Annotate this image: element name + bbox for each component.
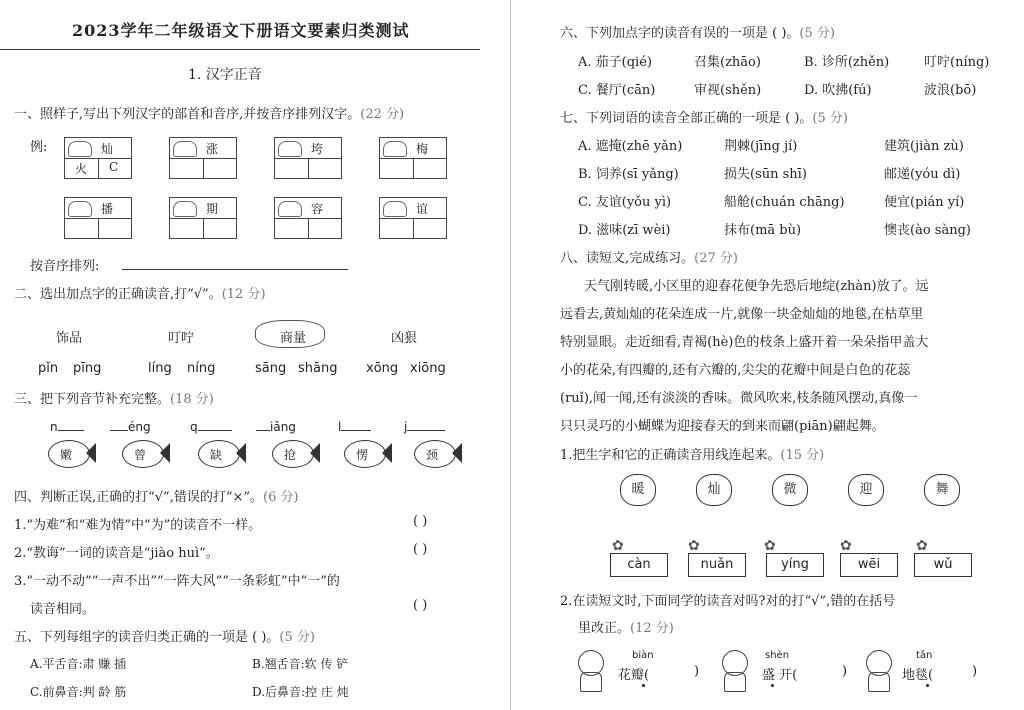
cat-icon (278, 141, 302, 157)
q2-option[interactable]: pīng (73, 361, 102, 376)
q2-word: 商量 (280, 331, 307, 346)
kid-word: 盛 开( (762, 668, 798, 683)
q8-text: 八、读短文,完成练习。(27 分) (560, 251, 738, 266)
q5-option[interactable]: C.前鼻音:判 龄 筋 (30, 685, 127, 699)
kid-answer[interactable] (686, 664, 716, 680)
q4-answer-paren[interactable]: ( ) (413, 542, 428, 557)
cat-icon (68, 201, 92, 217)
fish-icon: 曾 (114, 438, 170, 468)
char-box[interactable]: 梅 (379, 137, 447, 179)
flower-icon: ✿ (688, 538, 700, 554)
q7-text: 七、下列词语的读音全部正确的一项是 ( )。(5 分) (560, 111, 848, 126)
fish-icon: 愣 (336, 438, 392, 468)
cat-icon (383, 201, 407, 217)
q3-blank[interactable]: éng (110, 420, 151, 434)
boy-student-icon (718, 650, 752, 692)
cat-icon (68, 141, 92, 157)
q1-text: 一、照样子,写出下列汉字的部首和音序,并按音序排列汉字。(22 分) (14, 107, 405, 122)
q3-blank[interactable]: j (404, 420, 445, 434)
q4-item-cont: 读音相同。 (30, 602, 96, 617)
char-box[interactable]: 容 (274, 197, 342, 239)
q2-word: 饰品 (56, 331, 83, 346)
q4-text: 四、判断正误,正确的打“√”,错误的打“×”。(6 分) (14, 490, 299, 505)
kid-pinyin: shèn (765, 650, 790, 661)
kid-close-paren: ) (694, 664, 700, 679)
kid-pinyin: tǎn (916, 650, 933, 661)
girl-student-icon (862, 650, 896, 692)
q4-answer-paren[interactable]: ( ) (413, 514, 428, 529)
flower-icon: ✿ (764, 538, 776, 554)
q2-option[interactable]: pǐn (38, 361, 59, 376)
order-label: 按音序排列: (30, 259, 100, 274)
kid-pinyin: biàn (632, 650, 654, 661)
q5-option[interactable]: A.平舌音:肃 赚 插 (30, 657, 127, 671)
q3-blank[interactable]: l (338, 420, 371, 434)
q6-option[interactable]: C. 餐厅(cān) (578, 83, 656, 98)
q7-word: 懊丧(ào sàng) (884, 223, 971, 238)
section-title: 1. 汉字正音 (188, 67, 262, 83)
kid-close-paren: ) (842, 664, 848, 679)
q8-sub1: 1.把生字和它的正确读音用线连起来。(15 分) (560, 448, 825, 463)
q6-option[interactable]: A. 茄子(qié) (578, 55, 652, 70)
char-box[interactable]: 垮 (274, 137, 342, 179)
q3-blank[interactable]: q (190, 420, 232, 434)
q6-word: 审视(shěn) (694, 83, 762, 98)
example-label: 例: (30, 140, 48, 155)
passage-line: 远看去,黄灿灿的花朵连成一片,就像一块金灿灿的地毯,在枯草里 (560, 307, 924, 322)
q3-text: 三、把下列音节补充完整。(18 分) (14, 392, 214, 407)
q8-sub2-cont: 里改正。(12 分) (578, 621, 674, 636)
char-bubble[interactable]: 迎 (848, 474, 884, 506)
fish-icon: 缺 (190, 438, 246, 468)
char-bubble[interactable]: 舞 (924, 474, 960, 506)
girl-student-icon (574, 650, 608, 692)
q2-word: 叮咛 (168, 331, 195, 346)
q2-text: 二、选出加点字的正确读音,打“√”。(12 分) (14, 287, 266, 302)
char-box-example: 灿 火 C (64, 137, 132, 179)
q4-item: 2.“教诲”一词的读音是“jiào huì”。 (14, 546, 219, 561)
q7-word: 建筑(jiàn zù) (884, 139, 964, 154)
passage-line: 只只灵巧的小蝴蝶为迎接春天的到来而翩(piān)翩起舞。 (560, 419, 885, 434)
title-rule (0, 49, 480, 50)
emphasis-dot (771, 684, 774, 687)
q7-option[interactable]: D. 滋味(zī wèi) (578, 223, 671, 238)
passage-line: 特别显眼。走近细看,青褐(hè)色的枝条上盛开着一朵朵指甲盖大 (560, 335, 929, 350)
cat-icon (173, 141, 197, 157)
q7-word: 荆棘(jīng jí) (724, 139, 798, 154)
char-box[interactable]: 期 (169, 197, 237, 239)
q6-word: 波浪(bō) (924, 83, 977, 98)
pinyin-box[interactable]: càn (610, 553, 668, 577)
q2-option[interactable]: xiōng (410, 361, 446, 376)
page-divider (510, 0, 511, 710)
q6-word: 叮咛(níng) (924, 55, 990, 70)
q7-word: 邮递(yóu dì) (884, 167, 961, 182)
q7-option[interactable]: C. 友谊(yǒu yì) (578, 195, 672, 210)
char-bubble[interactable]: 灿 (696, 474, 732, 506)
q2-option[interactable]: sāng (255, 361, 287, 376)
fish-icon: 颈 (406, 438, 462, 468)
pinyin-box[interactable]: wǔ (914, 553, 972, 577)
q7-word: 抹布(mā bù) (724, 223, 802, 238)
q7-option[interactable]: B. 饲养(sī yǎng) (578, 167, 679, 182)
emphasis-dot (926, 684, 929, 687)
q7-word: 便宜(pián yí) (884, 195, 965, 210)
fish-icon: 抢 (264, 438, 320, 468)
q6-option[interactable]: B. 诊所(zhěn) (804, 55, 890, 70)
q5-text: 五、下列每组字的读音归类正确的一项是 ( )。(5 分) (14, 630, 315, 645)
q7-word: 船舱(chuán chāng) (724, 195, 845, 210)
cat-icon (383, 141, 407, 157)
flower-icon: ✿ (916, 538, 928, 554)
cat-icon (278, 201, 302, 217)
kid-word: 地毯( (902, 668, 934, 683)
q6-option[interactable]: D. 吹拂(fú) (804, 83, 872, 98)
q8-sub2: 2.在读短文时,下面同学的读音对吗?对的打“√”,错的在括号 (560, 594, 896, 609)
q3-blank[interactable]: iǎng (256, 420, 296, 434)
char-box[interactable]: 播 (64, 197, 132, 239)
passage-line: 小的花朵,有四瓣的,还有六瓣的,尖尖的花瓣中间是白色的花蕊 (560, 363, 911, 378)
q3-blank[interactable]: n (50, 420, 84, 434)
q4-item: 1.“为难”和“难为情”中“为”的读音不一样。 (14, 518, 262, 533)
passage-line: (ruǐ),闻一闻,还有淡淡的香味。微风吹来,枝条随风摆动,真像一 (560, 391, 918, 406)
q7-word: 损失(sūn shī) (724, 167, 807, 182)
q2-word: 凶狠 (391, 331, 418, 346)
q5-option[interactable]: B.翘舌音:软 传 铲 (252, 657, 349, 671)
q7-option[interactable]: A. 遮掩(zhē yǎn) (578, 139, 683, 154)
q2-option[interactable]: xōng (366, 361, 399, 376)
pinyin-box[interactable]: nuǎn (688, 553, 746, 577)
kid-close-paren: ) (972, 664, 978, 679)
q4-item: 3.“一动不动”“一声不出”“一阵大风”“一条彩虹”中“一”的 (14, 574, 340, 589)
q4-answer-paren[interactable]: ( ) (413, 598, 428, 613)
pinyin-box[interactable]: yíng (766, 553, 824, 577)
flower-icon: ✿ (840, 538, 852, 554)
q2-option[interactable]: shāng (298, 361, 338, 376)
q6-word: 召集(zhāo) (694, 55, 761, 70)
q2-option[interactable]: líng (148, 361, 172, 376)
q5-option[interactable]: D.后鼻音:控 庄 炖 (252, 685, 349, 699)
fish-icon: 嫩 (40, 438, 96, 468)
char-box[interactable]: 谊 (379, 197, 447, 239)
char-bubble[interactable]: 微 (772, 474, 808, 506)
char-bubble[interactable]: 暖 (620, 474, 656, 506)
pinyin-box[interactable]: wēi (840, 553, 898, 577)
q6-text: 六、下列加点字的读音有误的一项是 ( )。(5 分) (560, 26, 835, 41)
char-box[interactable]: 涨 (169, 137, 237, 179)
q2-option[interactable]: níng (187, 361, 216, 376)
emphasis-dot (642, 684, 645, 687)
flower-icon: ✿ (612, 538, 624, 554)
order-answer-line[interactable] (122, 269, 348, 270)
passage-line: 天气刚转暖,小区里的迎春花便争先恐后地绽(zhàn)放了。远 (584, 279, 929, 294)
kid-word: 花瓣( (618, 668, 650, 683)
cat-icon (173, 201, 197, 217)
page-title: 2023学年二年级语文下册语文要素归类测试 (72, 21, 410, 40)
